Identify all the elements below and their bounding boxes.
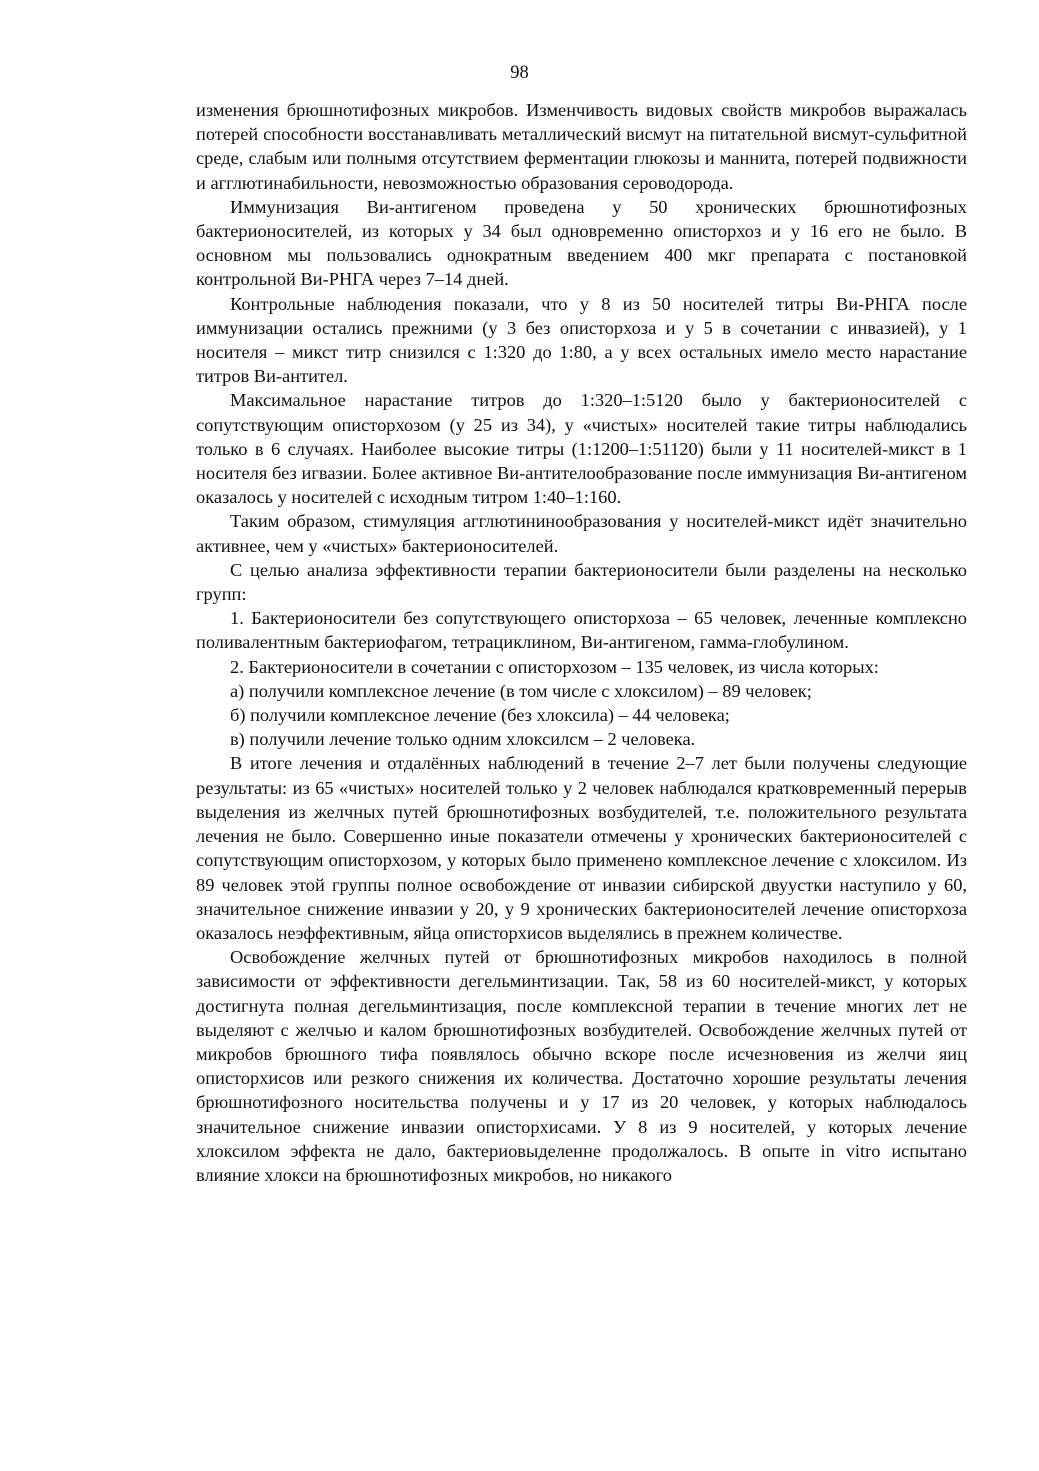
- list-item: а) получили комплексное лечение (в том числе с хлоксилом) – 89 человек;: [230, 680, 812, 701]
- page-number: 98: [510, 63, 529, 83]
- paragraph-continuation: изменения брюшнотифозных микробов. Изменчивость видовых свойств микробов выражалась потерей способности восстанавливать металлический висмут на питательной висмут-сульфитной среде, слабым или полнымя отсутствием ферментации глюкозы и маннита, потерей подвижности и агглютинабильности, невозможностью образования сероводорода.: [196, 100, 967, 193]
- paragraph-groups-intro: С целью анализа эффективности терапии бактерионосители были разделены на несколько групп:: [196, 559, 967, 605]
- list-item: в) получили лечение только одним хлоксилсм – 2 человека.: [230, 729, 696, 750]
- paragraph-group-2: 2. Бактерионосители в сочетании с описторхозом – 135 человек, из числа которых:: [230, 656, 879, 677]
- paragraph-results: В итоге лечения и отдалённых наблюдений в течение 2–7 лет были получены следующие результаты: из 65 «чистых» носителей только у 2 человек наблюдался кратковременный перерыв выделения из желчных путей брюшнотифозных возбудителей, т.е. положительного результата лечения не было. Совершенно иные показатели отмечены у хронических бактерионосителей с сопутствующим описторхозом, у которых было применено комплексное лечение с хлоксилом. Из 89 человек этой группы полное освобождение от инвазии сибирской двуустки наступило у 60, значительное снижение инвазии у 20, у 9 хронических бактерионосителей лечение описторхоза оказалось неэффективным, яйца описторхисов выделялись в прежнем количестве.: [196, 753, 967, 943]
- text-body: [196, 98, 967, 1187]
- list-item: б) получили комплексное лечение (без хлоксила) – 44 человека;: [230, 705, 730, 726]
- paragraph-immunization: Иммунизация Ви-антигеном проведена у 50 хронических брюшнотифозных бактерионосителей, из которых у 34 был одновременно описторхоз и у 16 его не было. В основном мы пользовались однократным введением 400 мкг препарата с постановкой контрольной Ви-РНГА через 7–14 дней.: [196, 196, 967, 290]
- paragraph-control-observations: Контрольные наблюдения показали, что у 8 из 50 носителей титры Ви-РНГА после иммунизации остались прежними (у 3 без описторхоза и у 5 в сочетании с инвазией), у 1 носителя – микст титр снизился с 1:320 до 1:80, а у всех остальных имело место нарастание титров Ви-антител.: [196, 293, 967, 387]
- paragraph-max-titers: Максимальное нарастание титров до 1:320–1:5120 было у бактерионосителей с сопутствующим описторхозом (у 25 из 34), у «чистых» носителей такие титры наблюдались только в 6 случаях. Наиболее высокие титры (1:1200–1:51120) были у 11 носителей-микст в 1 носителя без игвазии. Более активное Ви-антителообразование после иммунизация Ви-антигеном оказалось у носителей с исходным титром 1:40–1:160.: [196, 390, 967, 508]
- paragraph-group-1: 1. Бактерионосители без сопутствующего описторхоза – 65 человек, леченные комплексно поливалентным бактериофагом, тетрациклином, Ви-антигеном, гамма-глобулином.: [196, 608, 967, 653]
- paragraph-conclusion: Таким образом, стимуляция агглютининообразования у носителей-микст идёт значительно активнее, чем у «чистых» бактерионосителей.: [196, 511, 967, 556]
- paragraph-bile-ducts: Освобождение желчных путей от брюшнотифозных микробов находилось в полной зависимости от эффективности дегельминтизации. Так, 58 из 60 носителей-микст, у которых достигнута полная дегельминтизация, после комплексной терапии в течение многих лет не выделяют с желчью и калом брюшнотифозных возбудителей. Освобождение желчных путей от микробов брюшного тифа появлялось обычно вскоре после исчезновения из желчи яиц описторхисов или резкого снижения их количества. Достаточно хорошие результаты лечения брюшнотифозного носительства получены и у 17 из 20 человек, у которых наблюдалось значительное снижение инвазии описторхисами. У 8 из 9 носителей, у которых лечение хлоксилом эффекта не дало, бактериовыделенне продолжалось. В опыте in vitro испытано влияние хлокси на брюшнотифозных микробов, но никакого: [196, 947, 967, 1185]
